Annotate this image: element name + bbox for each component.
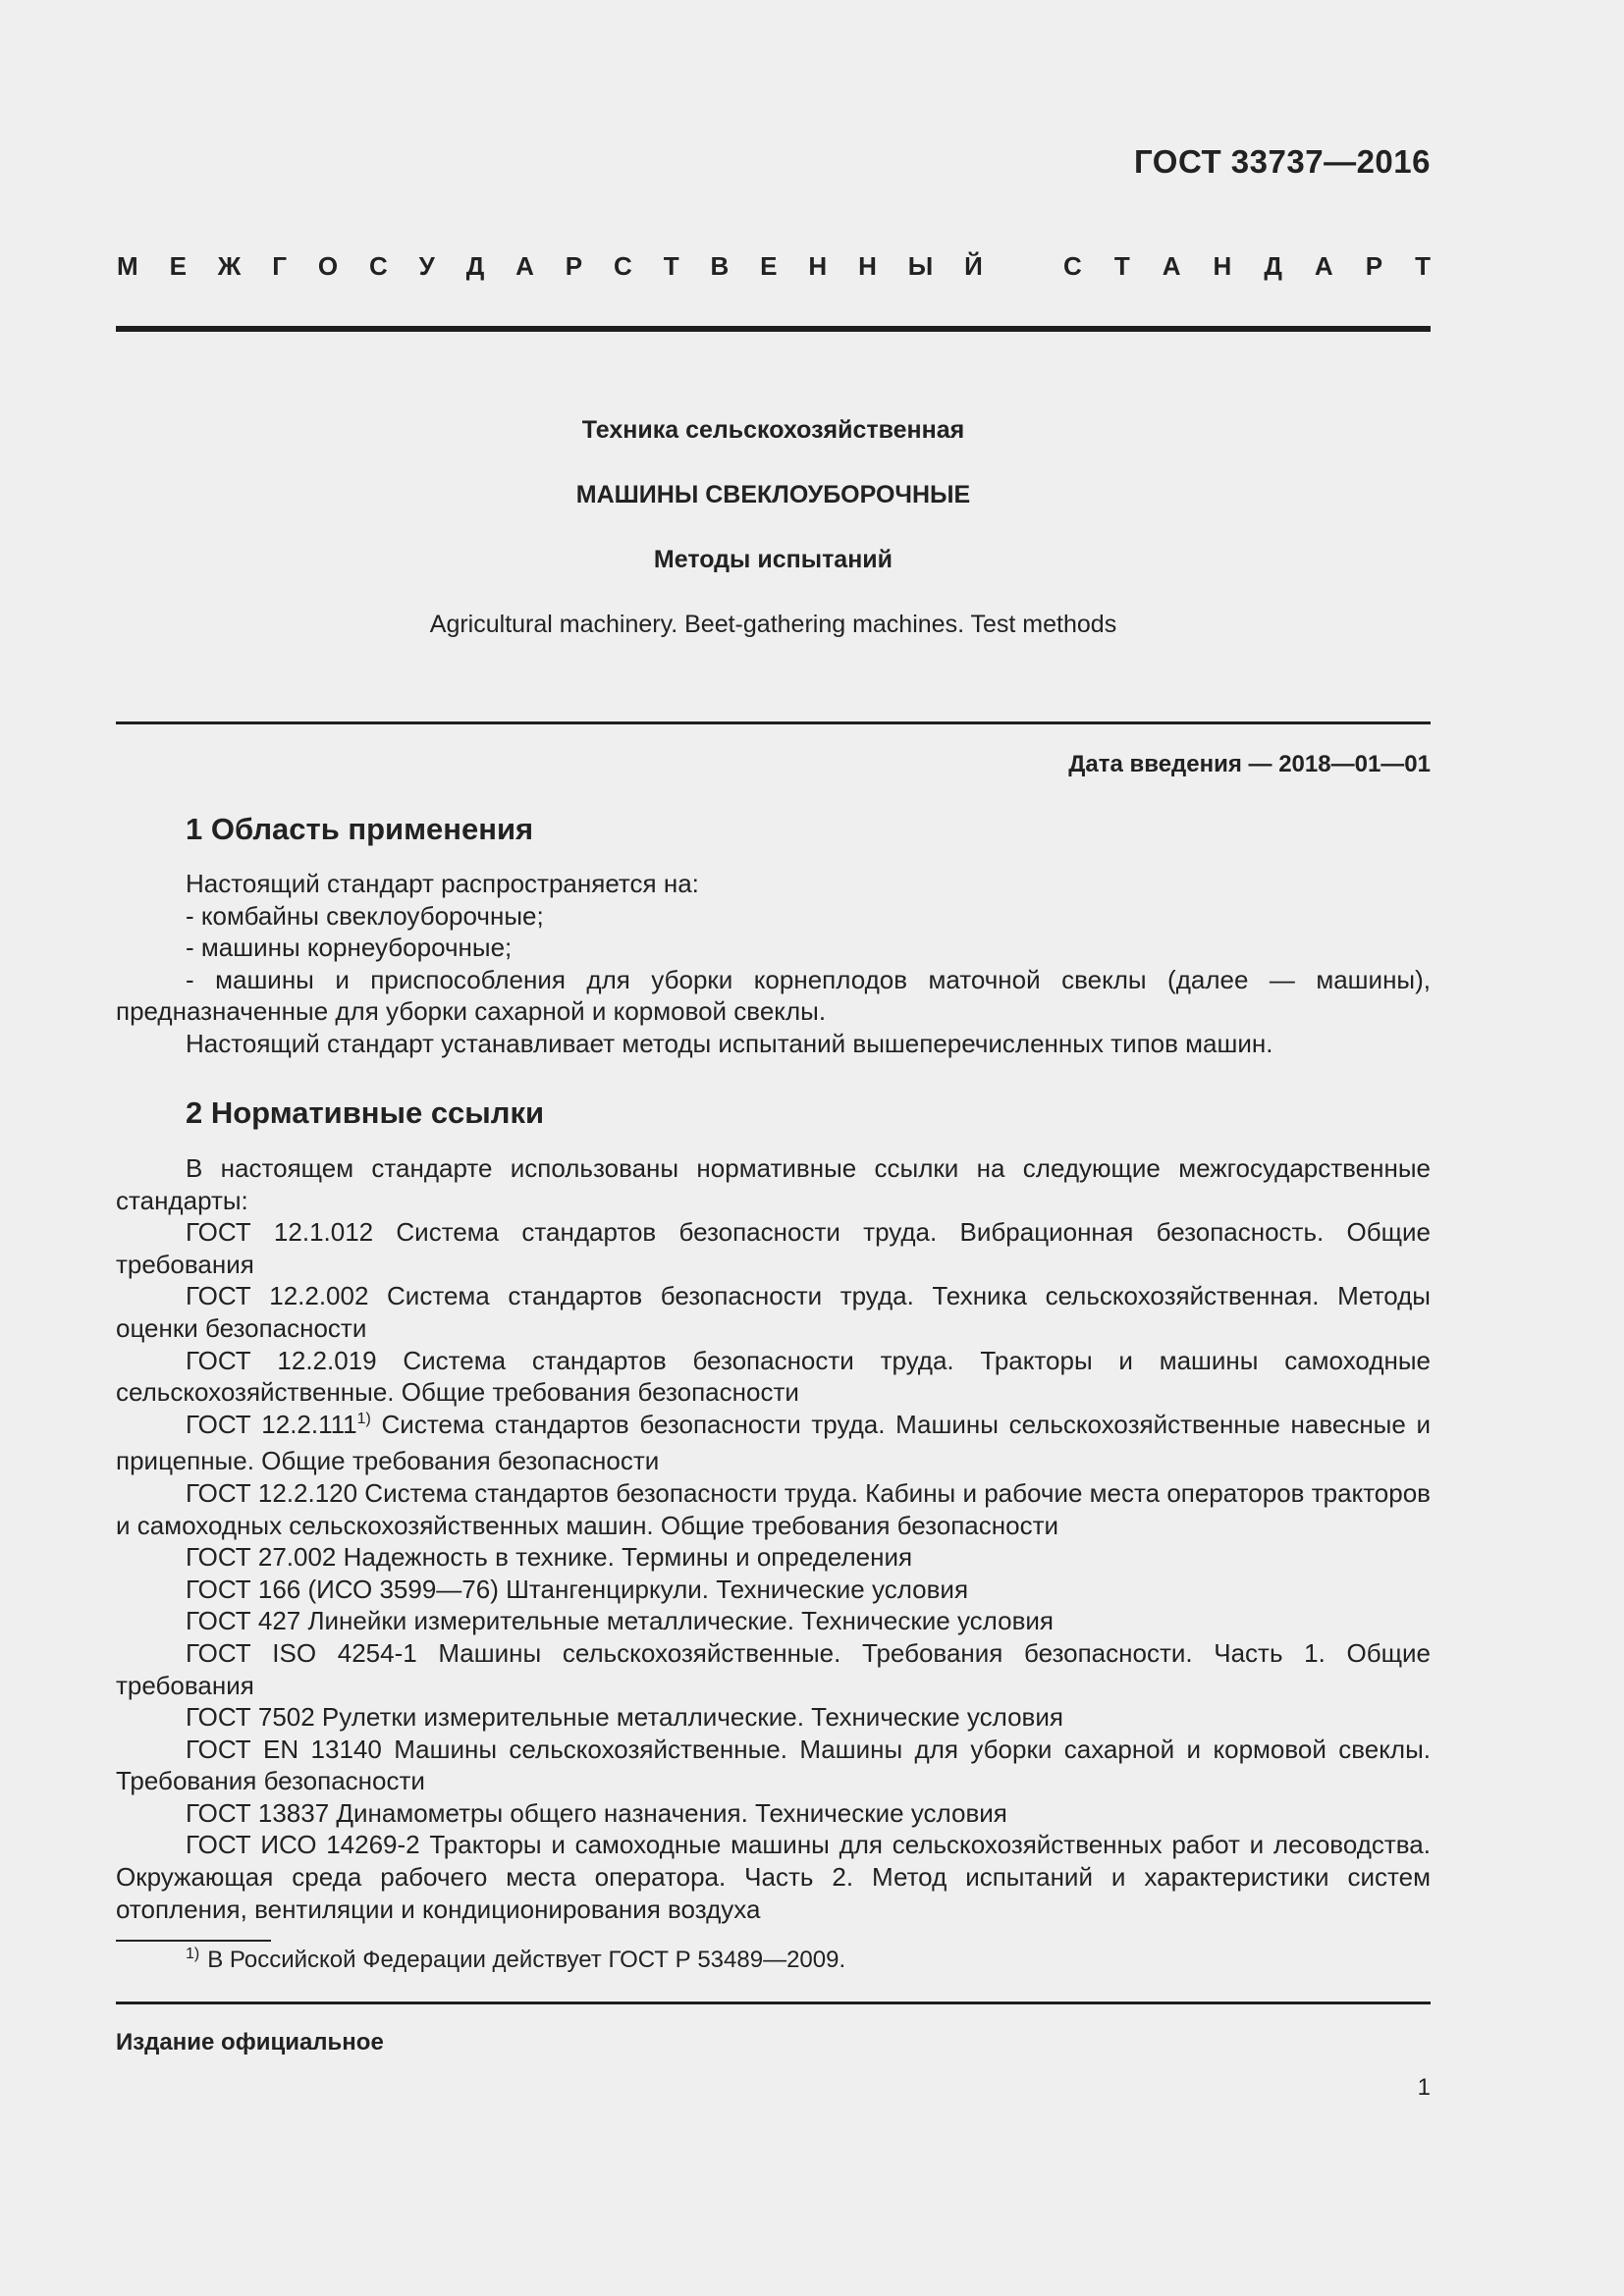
banner-letter: Ж (217, 251, 242, 281)
paragraph: В настоящем стандарте использованы нормативные ссылки на следующие межгосударственные стандарты: (116, 1153, 1431, 1215)
reference-item: ГОСТ 27.002 Надежность в технике. Термины и определения (186, 1542, 913, 1573)
banner-letter: Д (465, 251, 485, 281)
banner-letter: Н (858, 251, 877, 281)
banner-letter: Й (964, 251, 983, 281)
reference-item: ГОСТ 12.2.002 Система стандартов безопасности труда. Техника сельскохозяйственная. Методы оценки безопасности (116, 1281, 1431, 1343)
header-divider (116, 326, 1431, 332)
banner-letter: Е (760, 251, 778, 281)
list-item: - комбайны свеклоуборочные; (186, 900, 544, 931)
banner-letter: Г (272, 251, 287, 281)
footnote-text: В Российской Федерации действует ГОСТ Р 53489—2009. (207, 1947, 846, 1973)
banner-letter: С (368, 251, 388, 281)
section-1-heading: 1 Область применения (186, 812, 534, 846)
edition-label: Издание официальное (116, 2029, 384, 2056)
banner-letter: Т (1113, 251, 1130, 281)
section-1-body (116, 868, 1431, 1060)
footnote (186, 1947, 845, 1974)
reference-item: ГОСТ 427 Линейки измерительные металлические. Технические условия (186, 1606, 1054, 1636)
footnote-mark: 1) (356, 1410, 371, 1427)
title-line-2: МАШИНЫ СВЕКЛОУБОРОЧНЫЕ (575, 481, 971, 508)
banner-letter: А (515, 251, 534, 281)
list-item: - машины корнеуборочные; (186, 933, 513, 963)
banner-letter: М (117, 251, 138, 281)
footnote-mark: 1) (186, 1946, 200, 1962)
title-english: Agricultural machinery. Beet-gathering machines. Test methods (429, 611, 1117, 638)
banner-letter: Т (1415, 251, 1431, 281)
banner-letter: Р (565, 251, 583, 281)
reference-item: ГОСТ 12.2.019 Система стандартов безопасности труда. Тракторы и машины самоходные сельскохозяйственные. Общие требования безопасности (116, 1345, 1431, 1408)
banner-letter: Д (1264, 251, 1282, 281)
banner-letter: Ы (907, 251, 934, 281)
document-number: ГОСТ 33737—2016 (1134, 143, 1431, 180)
reference-item (116, 1409, 1431, 1477)
paragraph: Настоящий стандарт распространяется на: (186, 869, 699, 898)
footnote-separator (116, 1940, 271, 1942)
title-line-1: Техника сельскохозяйственная (581, 416, 965, 444)
reference-item: ГОСТ ИСО 14269-2 Тракторы и самоходные машины для сельскохозяйственных работ и лесоводства. Окружающая среда рабочего места оператора. Часть 2. Метод испытаний и характеристики систем отопления, вентиляции и кондиционирования воздуха (116, 1830, 1431, 1924)
reference-item: ГОСТ 166 (ИСО 3599—76) Штангенциркули. Технические условия (186, 1574, 969, 1604)
banner-letter: Е (169, 251, 187, 281)
banner-letter: В (710, 251, 730, 281)
banner-letter: О (317, 251, 339, 281)
section-2-heading: 2 Нормативные ссылки (186, 1095, 545, 1130)
reference-item: ГОСТ 12.1.012 Система стандартов безопасности труда. Вибрационная безопасность. Общие требования (116, 1217, 1431, 1279)
paragraph: Настоящий стандарт устанавливает методы испытаний вышеперечисленных типов машин. (186, 1028, 1273, 1058)
reference-item: ГОСТ 13837 Динамометры общего назначения. Технические условия (186, 1797, 1007, 1828)
page-number: 1 (1417, 2074, 1431, 2101)
footer-divider (116, 2002, 1431, 2004)
title-line-3: Методы испытаний (653, 546, 893, 573)
reference-item: ГОСТ ISO 4254-1 Машины сельскохозяйственные. Требования безопасности. Часть 1. Общие требования (116, 1637, 1431, 1700)
banner-letter: С (614, 251, 632, 281)
banner-letter: У (418, 251, 435, 281)
banner-word-standard (1063, 251, 1431, 282)
list-item: - машины и приспособления для уборки корнеплодов маточной свеклы (далее — машины), предназначенные для уборки сахарной и кормовой свеклы. (116, 964, 1431, 1027)
introduction-date: Дата введения — 2018—01—01 (1068, 751, 1431, 777)
banner-letter: Н (1213, 251, 1232, 281)
section-2-body (116, 1152, 1431, 1925)
banner-letter: С (1063, 251, 1082, 281)
reference-item: ГОСТ 12.2.120 Система стандартов безопасности труда. Кабины и рабочие места операторов тракторов и самоходных сельскохозяйственных машин. Общие требования безопасности (116, 1477, 1431, 1540)
banner-word-interstate (117, 251, 983, 282)
banner-letter: Т (663, 251, 679, 281)
reference-item: ГОСТ EN 13140 Машины сельскохозяйственные. Машины для уборки сахарной и кормовой свеклы. Требования безопасности (116, 1734, 1431, 1796)
reference-text: Система стандартов безопасности труда. Машины сельскохозяйственные навесные и прицепные. Общие требования безопасности (116, 1409, 1431, 1476)
banner-letter: А (1314, 251, 1333, 281)
banner-letter: Н (808, 251, 828, 281)
title-divider (116, 721, 1431, 724)
banner-letter: Р (1365, 251, 1383, 281)
reference-code: ГОСТ 12.2.111 (186, 1409, 357, 1439)
reference-item: ГОСТ 7502 Рулетки измерительные металлические. Технические условия (186, 1702, 1063, 1733)
interstate-standard-banner (117, 251, 1431, 282)
banner-letter: А (1162, 251, 1181, 281)
